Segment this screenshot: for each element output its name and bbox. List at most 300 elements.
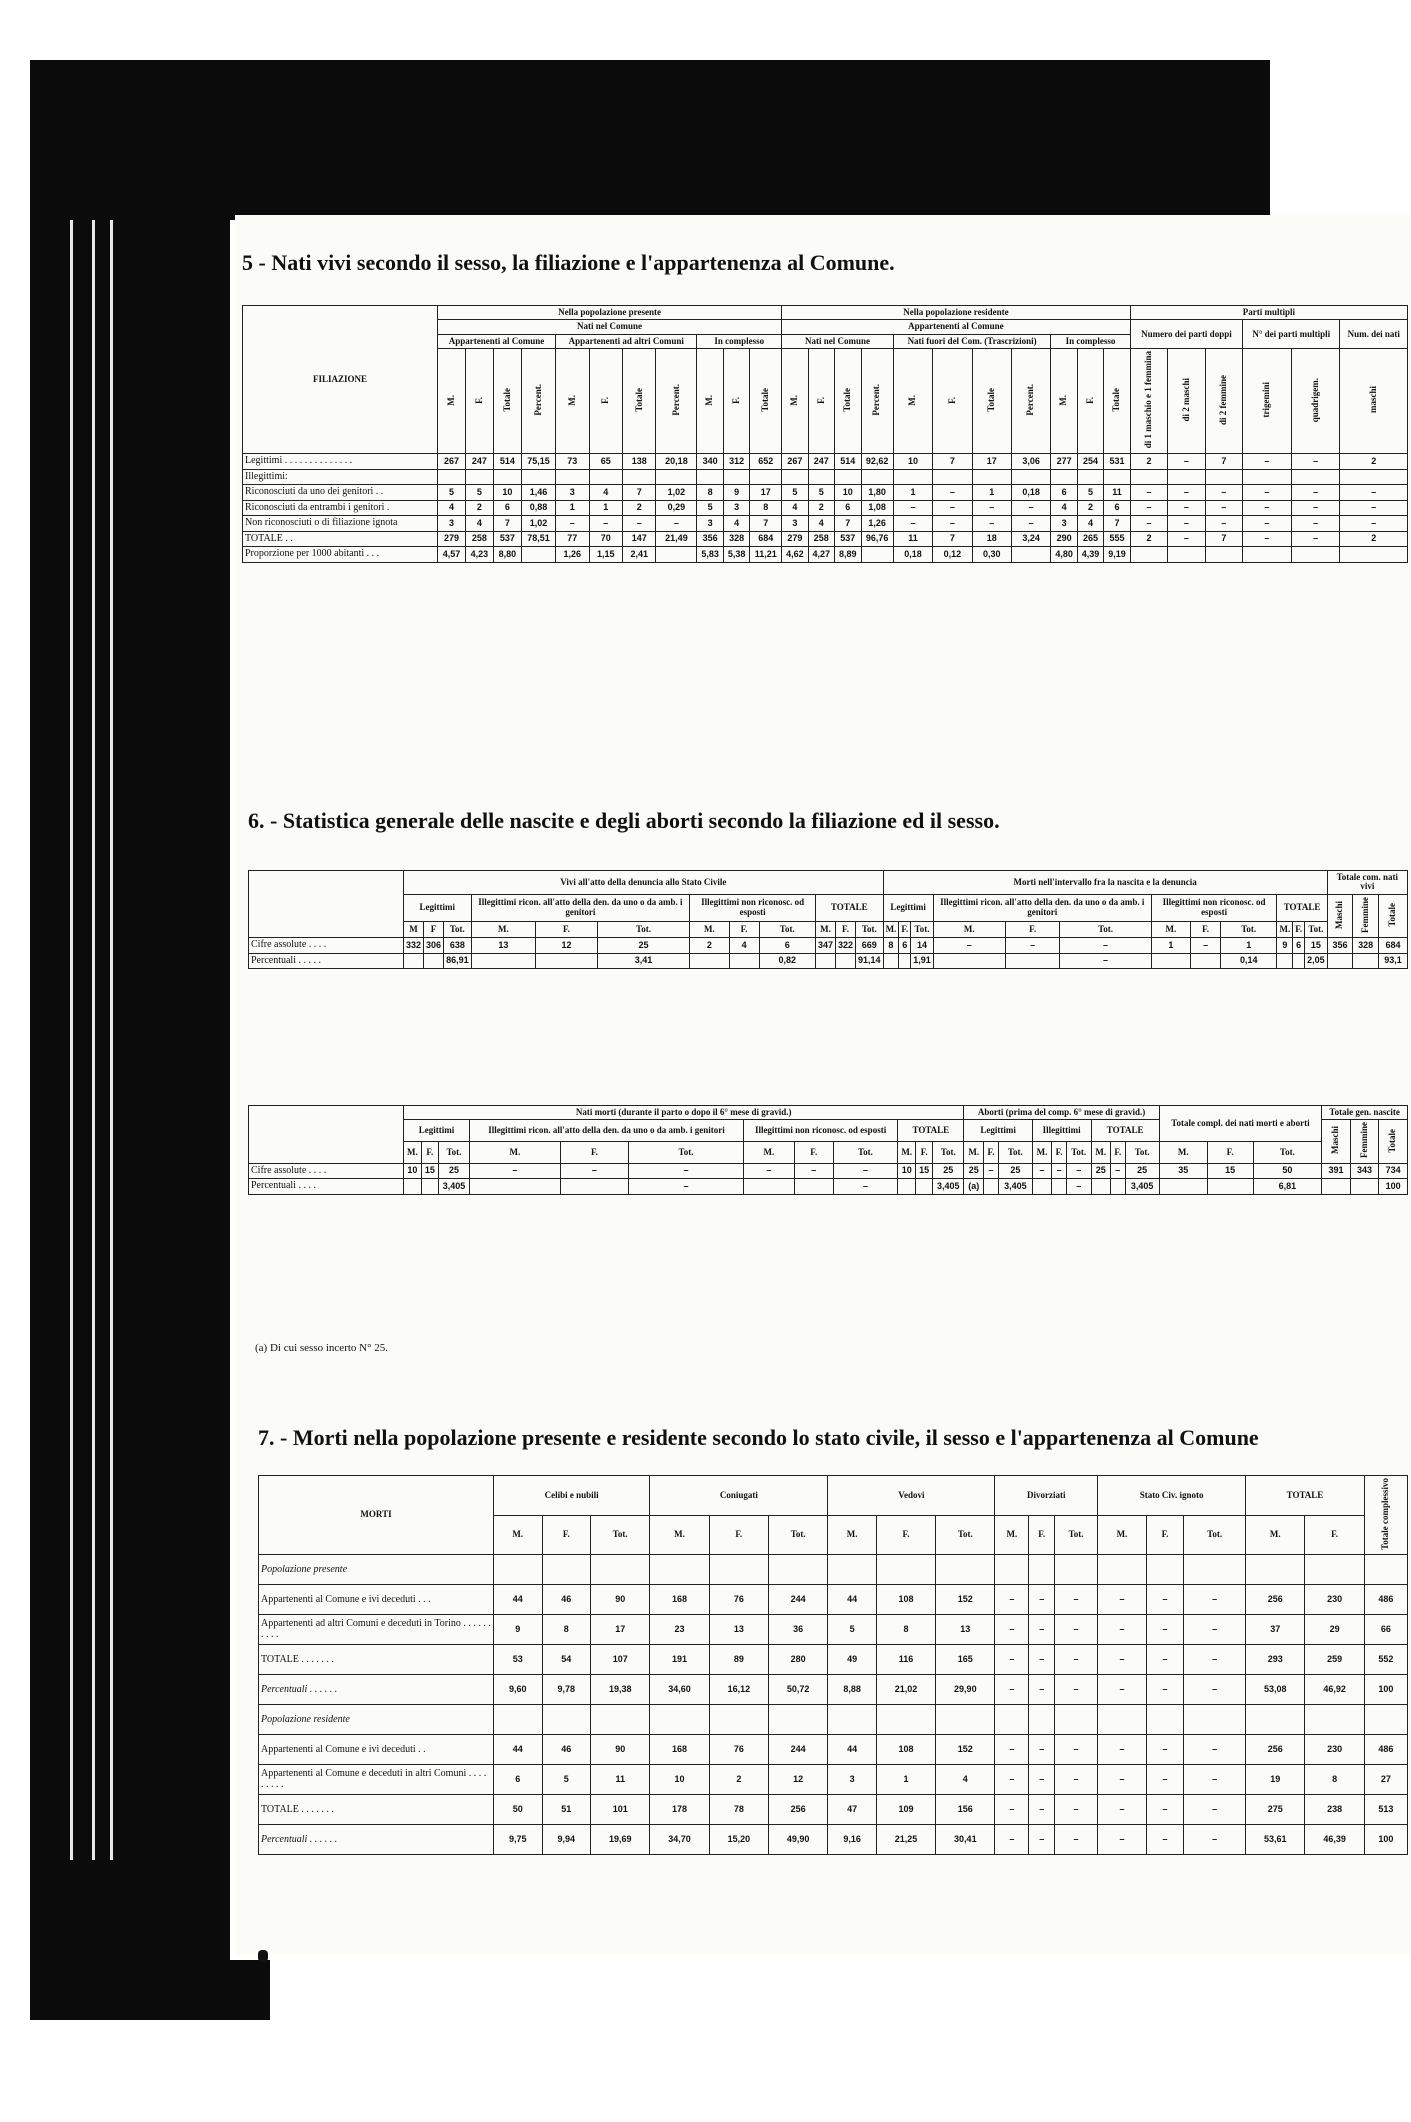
table-cell: 25 <box>964 1163 984 1179</box>
subheader-cell <box>1130 349 1167 454</box>
table-cell: 50 <box>494 1795 543 1825</box>
subheader-cell: M. <box>1091 1142 1110 1164</box>
row-label: Percentuali . . . . . . <box>259 1675 494 1705</box>
subheader-cell: Tot. <box>769 1515 828 1555</box>
subheader-label: F. <box>815 396 826 404</box>
table-cell: 1,15 <box>589 547 622 563</box>
table-cell: 34,70 <box>650 1825 709 1855</box>
table-cell <box>1168 547 1205 563</box>
table-cell: – <box>933 516 972 532</box>
table-cell <box>589 469 622 485</box>
subheader-cell <box>1104 349 1130 454</box>
table-cell: 89 <box>709 1645 768 1675</box>
group-header: Divorziati <box>995 1476 1098 1516</box>
table-cell: 100 <box>1364 1675 1407 1705</box>
table-cell: 4,23 <box>465 547 493 563</box>
subheader-cell: F <box>424 921 444 937</box>
row-label: TOTALE . . . . . . . <box>259 1795 494 1825</box>
subheader-label: maschi <box>1368 386 1378 414</box>
subheader-cell: F. <box>1305 1515 1364 1555</box>
table-cell: 247 <box>465 454 493 470</box>
table-cell: 4,80 <box>1051 547 1077 563</box>
subheader-cell: M. <box>995 1515 1029 1555</box>
table-cell <box>656 547 697 563</box>
table-cell: 537 <box>835 531 861 547</box>
table-cell: 244 <box>769 1585 828 1615</box>
subheader-cell: F. <box>709 1515 768 1555</box>
table-cell: 2 <box>808 500 834 516</box>
table-cell: 100 <box>1364 1825 1407 1855</box>
header-nati-nel: Nati nel Comune <box>782 334 894 348</box>
group-header: Illegittimi ricon. all'atto della den. da uno o da amb. i genitori <box>933 894 1151 921</box>
subheader-cell: F. <box>984 1142 999 1164</box>
header-num: Num. dei nati <box>1340 320 1408 349</box>
subheader-cell: F. <box>836 921 856 937</box>
table-cell: 6 <box>1104 500 1130 516</box>
table-cell: – <box>1055 1765 1098 1795</box>
subheader-cell <box>1205 349 1242 454</box>
subheader-cell: F. <box>560 1142 629 1164</box>
table-cell: 3 <box>697 516 723 532</box>
total-col-label: Totale <box>1387 903 1398 927</box>
header-app-altri: Appartenenti ad altri Comuni <box>556 334 697 348</box>
section6-title: 6. - Statistica generale delle nascite e degli aborti secondo la filiazione ed il sesso. <box>248 808 1000 833</box>
table-cell: – <box>893 516 932 532</box>
row-label: Riconosciuti da entrambi i genitori . <box>243 500 438 516</box>
table-cell: – <box>1184 1675 1246 1705</box>
header-n-dei: N° dei parti multipli <box>1243 320 1340 349</box>
table-cell: 107 <box>591 1645 650 1675</box>
table-cell: 35 <box>1159 1163 1207 1179</box>
subheader-cell: M. <box>471 921 536 937</box>
table-cell: 19,69 <box>591 1825 650 1855</box>
table-cell: 25 <box>933 1163 964 1179</box>
table-cell <box>521 469 555 485</box>
table-cell: 25 <box>1091 1163 1110 1179</box>
group-header: Legittimi <box>883 894 933 921</box>
table-cell: 13 <box>709 1615 768 1645</box>
header-app-comune: Appartenenti al Comune <box>782 320 1131 334</box>
table-cell: 53 <box>494 1645 543 1675</box>
subheader-cell: M. <box>1159 1142 1207 1164</box>
table-cell: 4 <box>782 500 808 516</box>
group-header: Illegittimi non riconosc. od esposti <box>1151 894 1277 921</box>
table-cell: 7 <box>933 454 972 470</box>
table-cell <box>1005 953 1060 969</box>
header-aborti: Aborti (prima del comp. 6° mese di gravid.) <box>964 1106 1159 1120</box>
total-col-header <box>1353 894 1379 937</box>
table-cell: 47 <box>828 1795 877 1825</box>
table-cell <box>493 469 521 485</box>
table-cell: 11 <box>893 531 932 547</box>
subheader-cell: M. <box>883 921 899 937</box>
table-cell: 0,82 <box>759 953 815 969</box>
table-cell <box>769 1705 828 1735</box>
table-cell <box>1207 1179 1253 1195</box>
table-row <box>243 500 1408 516</box>
table-row <box>259 1735 1408 1765</box>
table-cell: – <box>1146 1825 1183 1855</box>
table-cell: – <box>1243 516 1292 532</box>
total-col-header <box>1350 1120 1379 1163</box>
header-nati-comune: Nati nel Comune <box>438 320 782 334</box>
subheader-label: F. <box>1084 396 1095 404</box>
table-cell: 8 <box>876 1615 935 1645</box>
subheader-label: M. <box>445 394 456 406</box>
table-cell: 3 <box>828 1765 877 1795</box>
table-cell <box>861 547 893 563</box>
table-cell <box>729 953 759 969</box>
table-cell <box>808 469 834 485</box>
header-multipli: Parti multipli <box>1130 306 1407 320</box>
table-cell: 53,61 <box>1246 1825 1305 1855</box>
table-cell: – <box>1098 1765 1147 1795</box>
table-cell: – <box>1184 1615 1246 1645</box>
table-cell: 0,14 <box>1221 953 1277 969</box>
group-header: Illegittimi non riconosc. od esposti <box>743 1120 897 1142</box>
table-cell: – <box>629 1179 744 1195</box>
table-cell <box>898 1179 916 1195</box>
subheader-cell <box>1051 349 1077 454</box>
section7-title: 7. - Morti nella popolazione presente e residente secondo lo stato civile, il sesso e l'appartenenza al Comune <box>258 1425 1259 1450</box>
subheader-cell <box>835 349 861 454</box>
table-cell: – <box>933 485 972 501</box>
table-cell: – <box>984 1163 999 1179</box>
header-totale-gen: Totale gen. nascite <box>1322 1106 1408 1120</box>
table-cell: 73 <box>556 454 589 470</box>
table-cell <box>1011 469 1050 485</box>
table-cell <box>750 469 782 485</box>
table-cell: – <box>995 1645 1029 1675</box>
subheader-cell: Tot. <box>833 1142 898 1164</box>
table-cell: 2 <box>1340 531 1408 547</box>
table-cell: 275 <box>1246 1795 1305 1825</box>
table-cell: 7 <box>933 531 972 547</box>
table-cell: 7 <box>750 516 782 532</box>
table-cell: 11 <box>1104 485 1130 501</box>
table-cell: – <box>1060 938 1151 954</box>
subheader-cell: M. <box>1277 921 1293 937</box>
table-cell: 3 <box>723 500 749 516</box>
table-cell <box>1246 1705 1305 1735</box>
table-cell: 5 <box>542 1765 591 1795</box>
total-col-label: Totale complessivo <box>1380 1478 1391 1550</box>
subheader-cell: F. <box>916 1142 933 1164</box>
table-cell: 684 <box>750 531 782 547</box>
row-label: Percentuali . . . . . . <box>259 1825 494 1855</box>
table-cell: – <box>933 938 1005 954</box>
header-totale-nati: Totale com. nati vivi <box>1327 871 1407 895</box>
table-cell: 10 <box>404 1163 422 1179</box>
table-cell: 256 <box>769 1795 828 1825</box>
subheader-cell: F. <box>1146 1515 1183 1555</box>
subheader-cell: F. <box>536 921 598 937</box>
table-cell <box>1091 1179 1110 1195</box>
subheader-cell <box>1243 349 1292 454</box>
table-cell <box>995 1555 1029 1585</box>
subheader-row <box>249 1142 1408 1164</box>
subheader-cell: Tot. <box>936 1515 995 1555</box>
table-cell: – <box>1005 938 1060 954</box>
table-cell: 1,02 <box>521 516 555 532</box>
subheader-cell <box>1340 349 1408 454</box>
table-cell: 10 <box>835 485 861 501</box>
table-cell: – <box>1205 516 1242 532</box>
header-nati-fuori: Nati fuori del Com. (Trascrizioni) <box>893 334 1051 348</box>
table-cell <box>1168 469 1205 485</box>
table-cell: 6 <box>494 1765 543 1795</box>
table-cell: 11,21 <box>750 547 782 563</box>
table-row <box>243 485 1408 501</box>
table-row <box>259 1765 1408 1795</box>
table-cell: 652 <box>750 454 782 470</box>
subheader-cell: M. <box>470 1142 561 1164</box>
table-cell: 4,57 <box>438 547 466 563</box>
table-cell: 18 <box>972 531 1011 547</box>
table-cell: 0,18 <box>1011 485 1050 501</box>
table-cell: 9,78 <box>542 1675 591 1705</box>
table-cell: 152 <box>936 1585 995 1615</box>
subheader-label: Totale <box>759 388 770 412</box>
table-cell: – <box>1168 485 1205 501</box>
table-cell: – <box>1066 1179 1091 1195</box>
table-cell: 4 <box>438 500 466 516</box>
table-cell: 9 <box>1277 938 1293 954</box>
table-row <box>259 1555 1408 1585</box>
table-cell: – <box>1146 1735 1183 1765</box>
table-cell: – <box>589 516 622 532</box>
table-cell: 230 <box>1305 1735 1364 1765</box>
table-cell: 25 <box>597 938 689 954</box>
table-cell: – <box>1243 531 1292 547</box>
table-cell: – <box>1168 531 1205 547</box>
table-cell: – <box>1029 1585 1055 1615</box>
row-label: Popolazione residente <box>259 1705 494 1735</box>
table-cell: 13 <box>471 938 536 954</box>
subheader-cell: F. <box>421 1142 438 1164</box>
table-cell: 138 <box>623 454 656 470</box>
table-row <box>249 953 1408 969</box>
births-stats-table <box>248 870 1408 969</box>
row-label: Legittimi . . . . . . . . . . . . . . <box>243 454 438 470</box>
table-cell: 46,39 <box>1305 1825 1364 1855</box>
subheader-cell <box>438 349 466 454</box>
spine-line <box>110 220 113 1860</box>
subheader-cell <box>697 349 723 454</box>
table-cell: 8,89 <box>835 547 861 563</box>
table-cell <box>936 1555 995 1585</box>
table-cell: 15 <box>1207 1163 1253 1179</box>
spine-line <box>92 220 95 1860</box>
table-cell: 2 <box>1130 531 1167 547</box>
subheader-label: Totale <box>842 388 853 412</box>
table-cell: 7 <box>1205 454 1242 470</box>
table-cell: – <box>1029 1825 1055 1855</box>
subheader-cell: Tot. <box>629 1142 744 1164</box>
subheader-cell: M. <box>1151 921 1190 937</box>
table-cell <box>438 469 466 485</box>
row-label: Appartenenti al Comune e ivi deceduti . . . <box>259 1585 494 1615</box>
table-cell: – <box>629 1163 744 1179</box>
subheader-cell <box>723 349 749 454</box>
table-cell: – <box>972 500 1011 516</box>
table-cell: – <box>995 1765 1029 1795</box>
row-header: MORTI <box>259 1476 494 1555</box>
table-cell: 486 <box>1364 1585 1407 1615</box>
table-row <box>243 547 1408 563</box>
table-cell <box>1146 1555 1183 1585</box>
table-cell: 4 <box>589 485 622 501</box>
table-cell: 46 <box>542 1735 591 1765</box>
subheader-label: Totale <box>1111 388 1122 412</box>
row-label: Non riconosciuti o di filiazione ignota <box>243 516 438 532</box>
table-cell <box>471 953 536 969</box>
header-morti: Morti nell'intervallo fra la nascita e la denuncia <box>883 871 1327 895</box>
table-cell: 108 <box>876 1585 935 1615</box>
header-vivi: Vivi all'atto della denuncia allo Stato Civile <box>404 871 884 895</box>
table-cell: – <box>1291 531 1340 547</box>
table-cell: – <box>1243 485 1292 501</box>
table-cell <box>1011 547 1050 563</box>
table-cell <box>933 469 972 485</box>
header-totale-compl: Totale compl. dei nati morti e aborti <box>1159 1106 1322 1142</box>
table-cell: 356 <box>1327 938 1353 954</box>
table-cell: 108 <box>876 1735 935 1765</box>
subheader-cell <box>1011 349 1050 454</box>
table-cell: 15 <box>421 1163 438 1179</box>
table-cell: 90 <box>591 1735 650 1765</box>
table-cell: – <box>1146 1675 1183 1705</box>
subheader-cell: Tot. <box>1060 921 1151 937</box>
table-cell: 4 <box>808 516 834 532</box>
section5-title: 5 - Nati vivi secondo il sesso, la filiazione e l'appartenenza al Comune. <box>242 250 895 275</box>
table-cell: 5 <box>1077 485 1103 501</box>
table-cell: – <box>933 500 972 516</box>
table-cell <box>1104 469 1130 485</box>
table-cell: 4,39 <box>1077 547 1103 563</box>
table-cell: – <box>893 500 932 516</box>
table-cell <box>1055 1555 1098 1585</box>
table-cell: 7 <box>835 516 861 532</box>
table-cell: 29,90 <box>936 1675 995 1705</box>
table-cell <box>1205 547 1242 563</box>
table-cell <box>404 953 424 969</box>
table-cell: 3,405 <box>438 1179 469 1195</box>
table-cell: 684 <box>1379 938 1408 954</box>
table-cell: 109 <box>876 1795 935 1825</box>
table-row <box>259 1645 1408 1675</box>
subheader-label: F. <box>730 396 741 404</box>
table-cell: 3,24 <box>1011 531 1050 547</box>
table-cell: – <box>995 1585 1029 1615</box>
table-cell: 152 <box>936 1735 995 1765</box>
table-cell <box>1130 547 1167 563</box>
table-cell: 2 <box>1130 454 1167 470</box>
table-cell: 258 <box>465 531 493 547</box>
table-cell: 4,62 <box>782 547 808 563</box>
table-cell: – <box>1055 1615 1098 1645</box>
table-cell: – <box>1098 1615 1147 1645</box>
table-cell <box>650 1555 709 1585</box>
subheader-label: trigemini <box>1261 382 1272 418</box>
subheader-cell: Tot. <box>1184 1515 1246 1555</box>
table-cell: – <box>1130 485 1167 501</box>
subheader-cell: Tot. <box>1253 1142 1322 1164</box>
table-cell: 93,1 <box>1379 953 1408 969</box>
table-cell: 7 <box>1205 531 1242 547</box>
table-cell: 8,88 <box>828 1675 877 1705</box>
table-cell <box>861 469 893 485</box>
table-cell: 46,92 <box>1305 1675 1364 1705</box>
table-cell: 247 <box>808 454 834 470</box>
table-cell <box>709 1705 768 1735</box>
table-cell <box>623 469 656 485</box>
table-cell: – <box>833 1179 898 1195</box>
table-cell: 10 <box>898 1163 916 1179</box>
table-cell <box>650 1705 709 1735</box>
table-cell: – <box>1184 1765 1246 1795</box>
table-cell: – <box>1011 500 1050 516</box>
table-cell: – <box>1055 1795 1098 1825</box>
table-cell: 230 <box>1305 1585 1364 1615</box>
stillbirths-table <box>248 1105 1408 1195</box>
table-cell: 15 <box>916 1163 933 1179</box>
table-cell: – <box>1243 454 1292 470</box>
table-cell: 531 <box>1104 454 1130 470</box>
table-cell: 25 <box>1125 1163 1159 1179</box>
table-cell: 78,51 <box>521 531 555 547</box>
group-header: Illegittimi ricon. all'atto della den. da uno o da amb. i genitori <box>470 1120 744 1142</box>
table-row <box>249 1179 1408 1195</box>
table-cell: – <box>1291 485 1340 501</box>
table-cell: 4 <box>1051 500 1077 516</box>
table-cell: 328 <box>723 531 749 547</box>
table-cell: 44 <box>828 1735 877 1765</box>
table-cell: 5 <box>808 485 834 501</box>
table-cell: 9,16 <box>828 1825 877 1855</box>
table-cell: 5 <box>438 485 466 501</box>
table-cell: 5 <box>828 1615 877 1645</box>
subheader-cell: Tot. <box>1221 921 1277 937</box>
table-cell: 10 <box>650 1765 709 1795</box>
table-cell: – <box>1146 1765 1183 1795</box>
subheader-cell: Tot. <box>1125 1142 1159 1164</box>
table-cell: – <box>1052 1163 1067 1179</box>
subheader-label: Percent. <box>532 384 543 416</box>
table-row <box>243 531 1408 547</box>
table-cell: – <box>995 1825 1029 1855</box>
table-cell <box>697 469 723 485</box>
table-cell: 6 <box>899 938 911 954</box>
table-cell: – <box>560 1163 629 1179</box>
row-label: Riconosciuti da uno dei genitori . . <box>243 485 438 501</box>
table-cell: 328 <box>1353 938 1379 954</box>
table-cell: 514 <box>835 454 861 470</box>
table-cell <box>1340 547 1408 563</box>
table-cell: 3,41 <box>597 953 689 969</box>
subheader-cell: F. <box>1207 1142 1253 1164</box>
table-cell: 259 <box>1305 1645 1364 1675</box>
subheader-cell: M. <box>964 1142 984 1164</box>
table-cell <box>465 469 493 485</box>
table-cell <box>972 469 1011 485</box>
table-cell <box>1098 1555 1147 1585</box>
table-cell: 0,88 <box>521 500 555 516</box>
header-row <box>259 1476 1408 1516</box>
table-cell: – <box>1098 1675 1147 1705</box>
table-cell: 1 <box>893 485 932 501</box>
table-cell: – <box>995 1615 1029 1645</box>
